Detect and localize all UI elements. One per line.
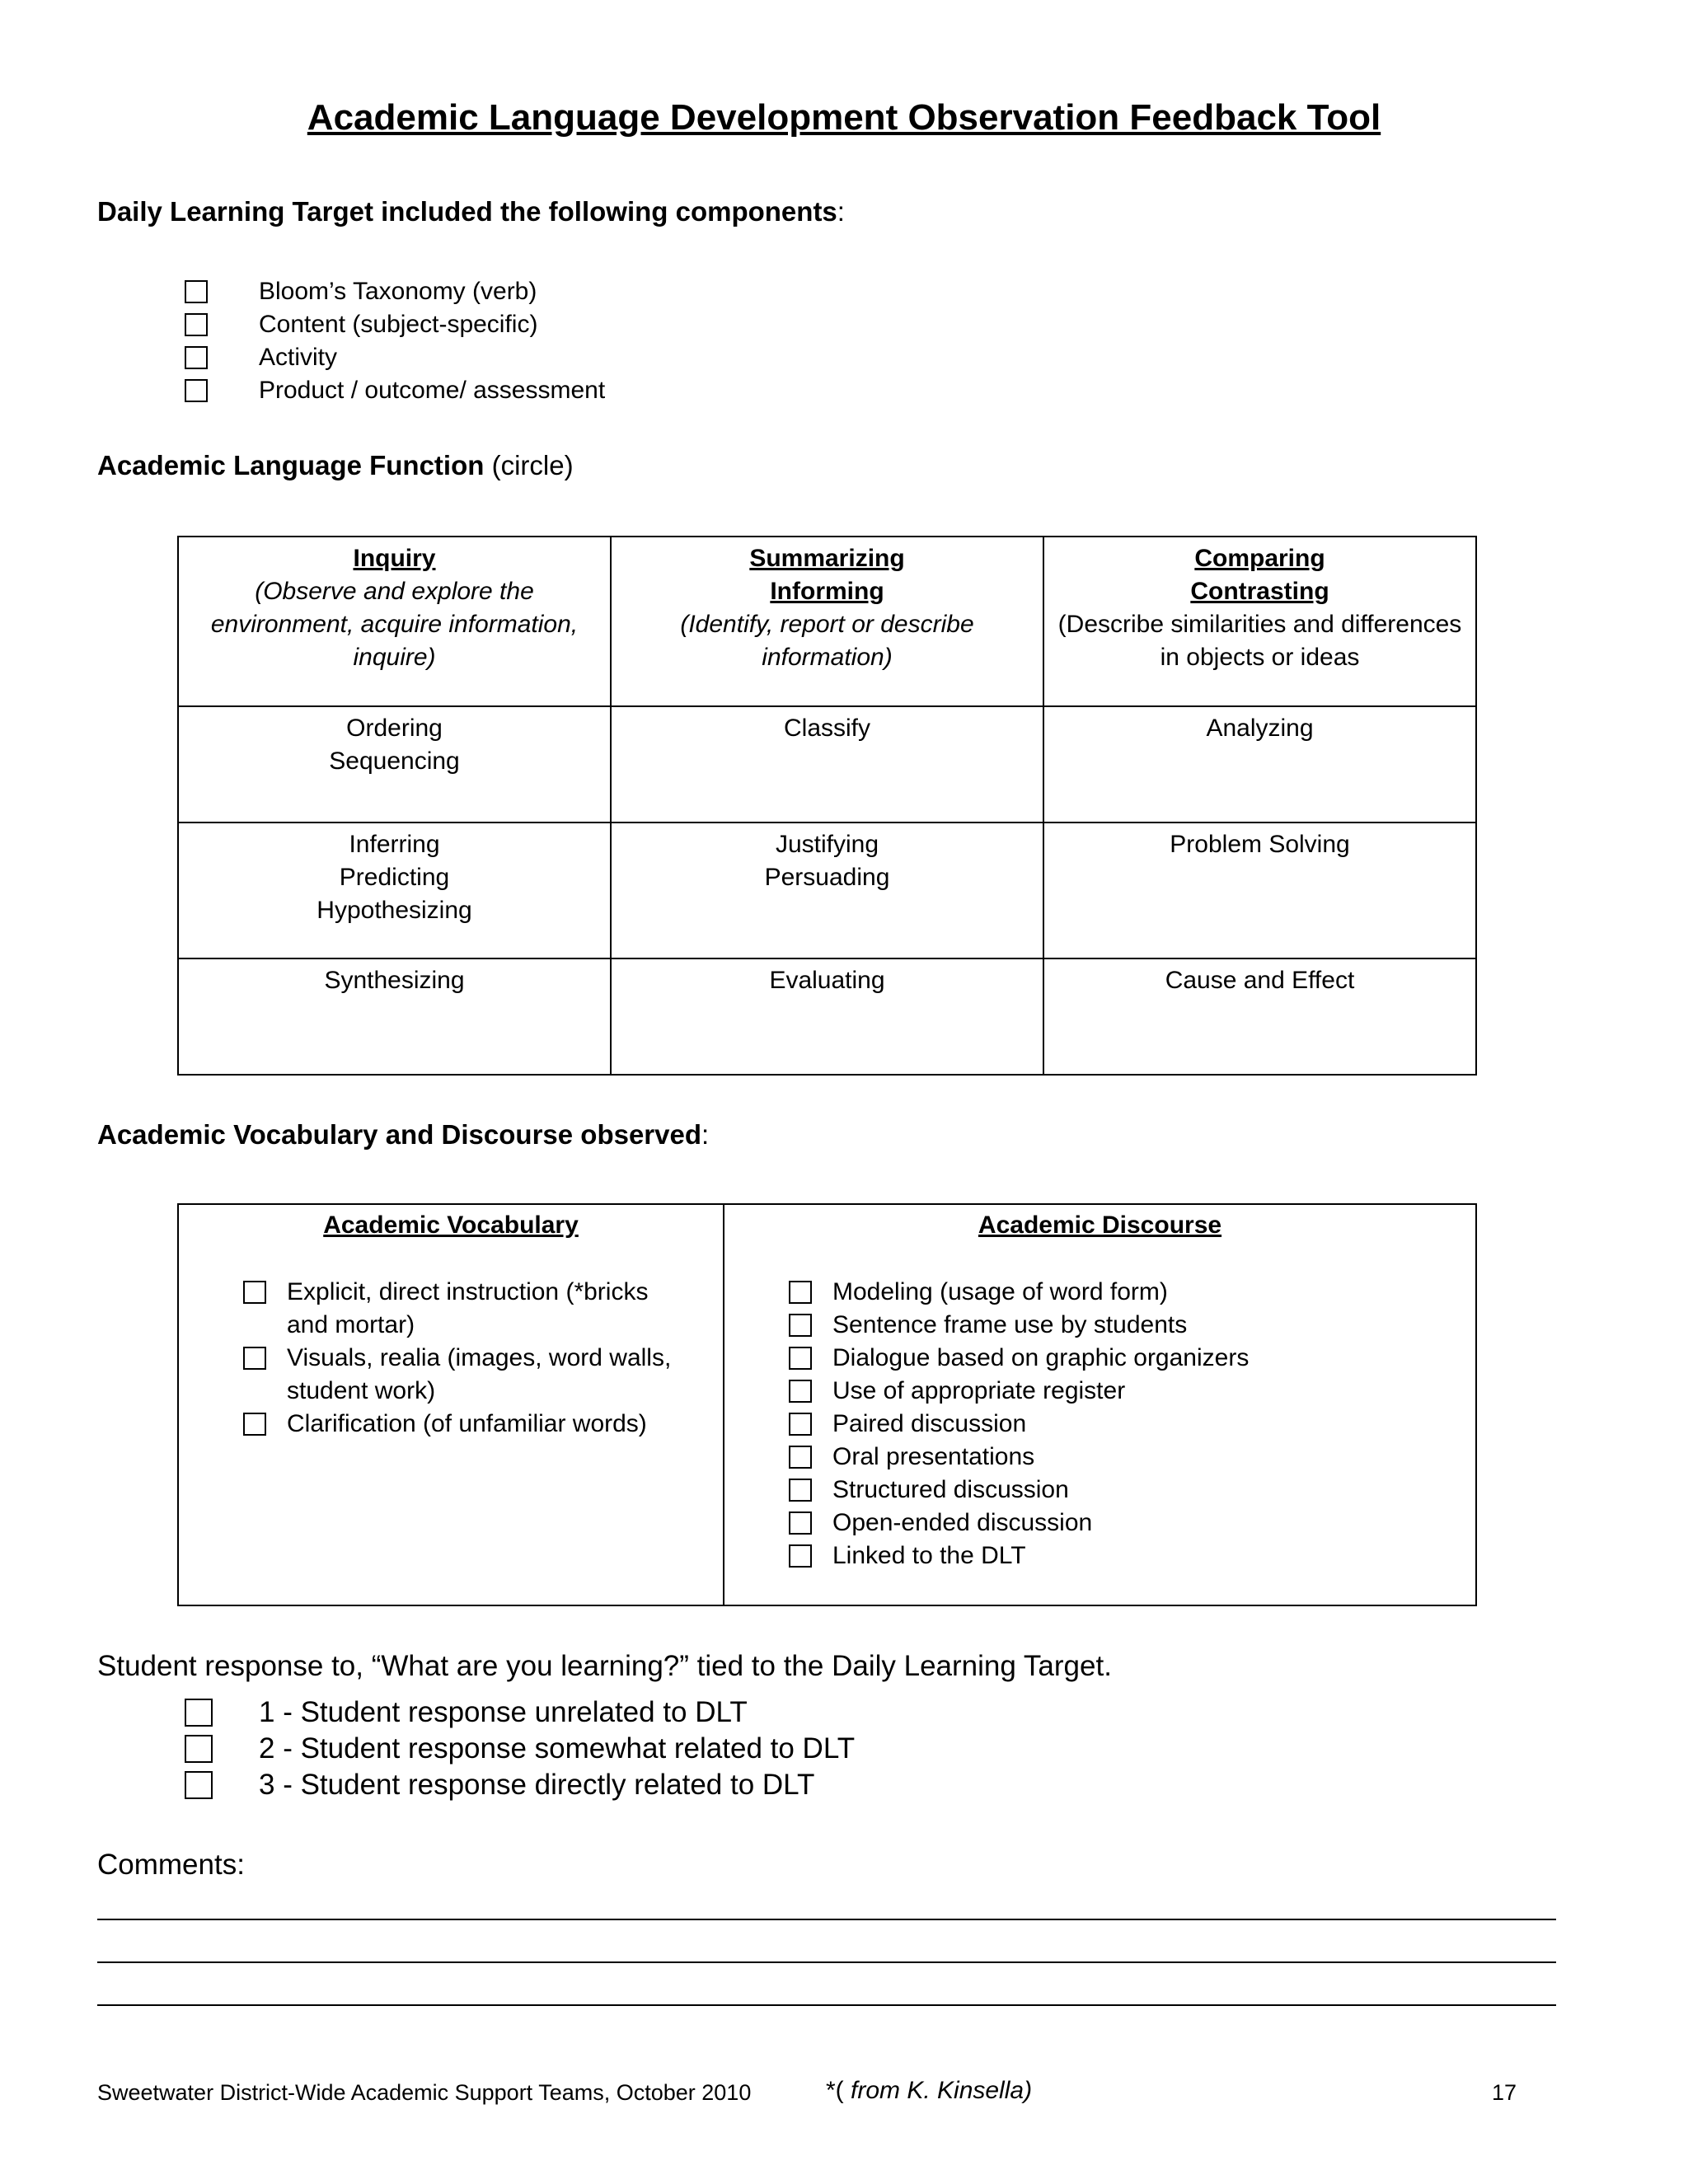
response-item bbox=[185, 1694, 855, 1731]
dlt-checkbox-activity[interactable] bbox=[185, 346, 208, 369]
dlt-heading bbox=[97, 196, 845, 227]
discourse-item bbox=[789, 1276, 1249, 1309]
vocabulary-title: Academic Vocabulary bbox=[323, 1212, 579, 1239]
response-prompt: Student response to, “What are you learning?” tied to the Daily Learning Target. bbox=[97, 1650, 1112, 1682]
vocab-discourse-table bbox=[177, 1203, 1477, 1606]
page-title: Academic Language Development Observation Feedback Tool bbox=[307, 97, 1381, 138]
discourse-item-label: Oral presentations bbox=[832, 1443, 1035, 1470]
function-row bbox=[178, 823, 1476, 958]
function-cell bbox=[178, 958, 611, 1075]
discourse-list bbox=[789, 1276, 1249, 1572]
vocabulary-item-line: student work) bbox=[287, 1377, 436, 1404]
vocabulary-checkbox-explicit[interactable] bbox=[243, 1281, 266, 1304]
dlt-checkbox-content[interactable] bbox=[185, 313, 208, 336]
discourse-item bbox=[789, 1408, 1249, 1441]
response-checklist bbox=[185, 1694, 855, 1803]
dlt-item bbox=[185, 308, 605, 341]
discourse-item-label: Open-ended discussion bbox=[832, 1509, 1093, 1536]
discourse-item-label: Linked to the DLT bbox=[832, 1542, 1026, 1569]
function-cell bbox=[1043, 823, 1476, 958]
function-cell bbox=[1043, 706, 1476, 823]
discourse-checkbox[interactable] bbox=[789, 1380, 812, 1403]
function-option[interactable]: Evaluating bbox=[769, 967, 885, 994]
function-category-title[interactable]: Inquiry bbox=[353, 545, 436, 572]
function-option[interactable]: Sequencing bbox=[329, 748, 460, 775]
function-category-title[interactable]: Summarizing bbox=[749, 545, 905, 572]
discourse-title: Academic Discourse bbox=[978, 1212, 1222, 1239]
discourse-checkbox[interactable] bbox=[789, 1281, 812, 1304]
dlt-item bbox=[185, 275, 605, 308]
footer-source-text: from K. Kinsella) bbox=[851, 2077, 1033, 2104]
comment-line[interactable] bbox=[97, 1961, 1556, 1963]
footer-organization: Sweetwater District-Wide Academic Support Teams, October 2010 bbox=[97, 2080, 752, 2105]
dlt-checklist bbox=[185, 275, 605, 407]
function-category-desc: (Observe and explore the environment, acquire information, inquire) bbox=[210, 578, 579, 671]
discourse-column bbox=[724, 1205, 1475, 1605]
response-checkbox-3[interactable] bbox=[185, 1771, 213, 1799]
function-cell bbox=[1043, 958, 1476, 1075]
response-item-label: 2 - Student response somewhat related to DLT bbox=[259, 1732, 856, 1765]
discourse-item bbox=[789, 1342, 1249, 1375]
dlt-item-label: Activity bbox=[259, 344, 338, 371]
vocabulary-item bbox=[243, 1276, 671, 1342]
function-category-title[interactable]: Contrasting bbox=[1190, 578, 1329, 605]
function-header-cell bbox=[611, 537, 1043, 706]
function-header-cell bbox=[178, 537, 611, 706]
function-header-row bbox=[178, 537, 1476, 706]
discourse-checkbox[interactable] bbox=[789, 1413, 812, 1436]
vocabulary-checkbox-visuals[interactable] bbox=[243, 1347, 266, 1370]
response-checkbox-1[interactable] bbox=[185, 1699, 213, 1727]
discourse-checkbox[interactable] bbox=[789, 1479, 812, 1502]
vocabulary-item-line: Clarification (of unfamiliar words) bbox=[287, 1410, 647, 1437]
dlt-item-label: Product / outcome/ assessment bbox=[259, 377, 606, 404]
vocabulary-checkbox-clarification[interactable] bbox=[243, 1413, 266, 1436]
vocabulary-item-line: Explicit, direct instruction (*bricks bbox=[287, 1278, 649, 1305]
function-option[interactable]: Classify bbox=[783, 715, 870, 742]
function-option[interactable]: Hypothesizing bbox=[316, 897, 472, 924]
footer-source bbox=[826, 2077, 1032, 2105]
discourse-checkbox[interactable] bbox=[789, 1511, 812, 1535]
comment-line[interactable] bbox=[97, 1919, 1556, 1920]
discourse-item-label: Structured discussion bbox=[832, 1476, 1069, 1503]
response-item bbox=[185, 1767, 855, 1803]
function-heading bbox=[97, 450, 574, 481]
dlt-checkbox-product[interactable] bbox=[185, 379, 208, 402]
discourse-item bbox=[789, 1375, 1249, 1408]
discourse-item-label: Dialogue based on graphic organizers bbox=[832, 1344, 1250, 1371]
comments-label: Comments: bbox=[97, 1849, 245, 1881]
discourse-item-label: Sentence frame use by students bbox=[832, 1311, 1188, 1338]
function-category-title[interactable]: Informing bbox=[770, 578, 884, 605]
function-option[interactable]: Synthesizing bbox=[324, 967, 465, 994]
discourse-checkbox[interactable] bbox=[789, 1446, 812, 1469]
function-row bbox=[178, 958, 1476, 1075]
function-cell bbox=[611, 958, 1043, 1075]
dlt-checkbox-blooms[interactable] bbox=[185, 280, 208, 303]
response-item-label: 3 - Student response directly related to DLT bbox=[259, 1769, 815, 1801]
function-option[interactable]: Predicting bbox=[339, 864, 450, 891]
function-category-desc: (Describe similarities and differences in objects or ideas bbox=[1057, 611, 1462, 671]
function-option[interactable]: Inferring bbox=[349, 831, 440, 858]
function-option[interactable]: Analyzing bbox=[1206, 715, 1314, 742]
discourse-item-label: Use of appropriate register bbox=[832, 1377, 1126, 1404]
vocabulary-column bbox=[179, 1205, 724, 1605]
discourse-item-label: Paired discussion bbox=[832, 1410, 1027, 1437]
discourse-item bbox=[789, 1540, 1249, 1572]
function-heading-text: Academic Language Function bbox=[97, 450, 485, 480]
dlt-heading-colon: : bbox=[837, 196, 845, 227]
function-heading-note: (circle) bbox=[491, 450, 574, 480]
vocabulary-item bbox=[243, 1408, 671, 1441]
vocabulary-list bbox=[243, 1276, 671, 1441]
discourse-checkbox[interactable] bbox=[789, 1314, 812, 1337]
dlt-item bbox=[185, 341, 605, 374]
vocab-discourse-heading-text: Academic Vocabulary and Discourse observed bbox=[97, 1119, 702, 1150]
function-category-desc: (Identify, report or describe information) bbox=[680, 611, 974, 671]
function-option[interactable]: Persuading bbox=[764, 864, 890, 891]
discourse-item bbox=[789, 1441, 1249, 1474]
discourse-checkbox[interactable] bbox=[789, 1347, 812, 1370]
dlt-item-label: Bloom’s Taxonomy (verb) bbox=[259, 278, 537, 305]
page-number: 17 bbox=[1492, 2080, 1517, 2105]
function-option[interactable]: Ordering bbox=[346, 715, 443, 742]
vocab-discourse-heading-colon: : bbox=[701, 1119, 710, 1150]
response-checkbox-2[interactable] bbox=[185, 1735, 213, 1763]
language-function-table bbox=[177, 536, 1477, 1076]
function-option[interactable]: Cause and Effect bbox=[1165, 967, 1355, 994]
function-row bbox=[178, 706, 1476, 823]
vocabulary-item-line: Visuals, realia (images, word walls, bbox=[287, 1344, 672, 1371]
function-header-cell bbox=[1043, 537, 1476, 706]
vocabulary-item-line: and mortar) bbox=[287, 1311, 415, 1338]
dlt-item bbox=[185, 374, 605, 407]
function-cell bbox=[611, 706, 1043, 823]
dlt-heading-text: Daily Learning Target included the following components bbox=[97, 196, 837, 227]
function-cell bbox=[611, 823, 1043, 958]
vocab-discourse-heading bbox=[97, 1119, 709, 1151]
function-cell bbox=[178, 706, 611, 823]
discourse-item-label: Modeling (usage of word form) bbox=[832, 1278, 1168, 1305]
discourse-checkbox[interactable] bbox=[789, 1544, 812, 1568]
response-item-label: 1 - Student response unrelated to DLT bbox=[259, 1696, 748, 1728]
dlt-item-label: Content (subject-specific) bbox=[259, 311, 538, 338]
discourse-item bbox=[789, 1507, 1249, 1540]
function-option[interactable]: Justifying bbox=[775, 831, 879, 858]
function-cell bbox=[178, 823, 611, 958]
response-item bbox=[185, 1731, 855, 1767]
discourse-item bbox=[789, 1474, 1249, 1507]
function-category-title[interactable]: Comparing bbox=[1194, 545, 1325, 572]
comment-line[interactable] bbox=[97, 2004, 1556, 2006]
discourse-item bbox=[789, 1309, 1249, 1342]
vocabulary-item bbox=[243, 1342, 671, 1408]
footer-source-prefix: *( bbox=[826, 2077, 851, 2104]
function-option[interactable]: Problem Solving bbox=[1170, 831, 1350, 858]
